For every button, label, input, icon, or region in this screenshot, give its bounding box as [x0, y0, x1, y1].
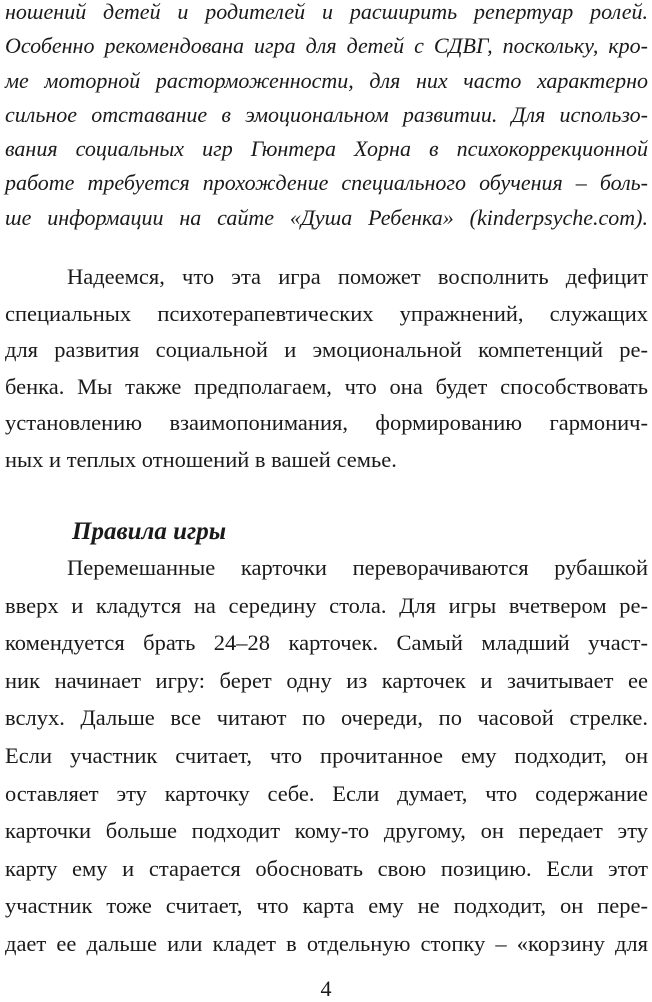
text-line: ник начинает игру: берет одну из карточек и зачитывает ее	[5, 667, 648, 693]
text-line: вверх и кладутся на середину стола. Для игры вчетвером ре-	[5, 592, 648, 618]
text-line: вслух. Дальше все читают по очереди, по часовой стрелке.	[5, 705, 648, 731]
text-line: оставляет эту карточку себе. Если думает, что содержание	[5, 780, 648, 806]
text-line: для развития социальной и эмоциональной компетенций ре-	[5, 337, 648, 363]
paragraph-intro-italic	[5, 0, 648, 235]
text-line: ношений детей и родителей и расширить репертуар ролей.	[5, 0, 648, 24]
text-line: установлению взаимопонимания, формированию гармонич-	[5, 410, 648, 436]
text-line: работе требуется прохождение специального обучения – боль-	[5, 170, 648, 196]
text-line: вания социальных игр Гюнтера Хорна в психокоррекционной	[5, 136, 648, 162]
page-number: 4	[320, 976, 332, 1001]
text-line: ше информации на сайте «Душа Ребенка» (kinderpsyche.com).	[5, 204, 648, 230]
text-line: специальных психотерапевтических упражнений, служащих	[5, 300, 648, 326]
text-line: карточки больше подходит кому-то другому, он передает эту	[5, 818, 648, 844]
text-line: комендуется брать 24–28 карточек. Самый младший участ-	[5, 630, 648, 656]
text-line: дает ее дальше или кладет в отдельную стопку – «корзину для	[5, 930, 648, 956]
text-line: сильное отставание в эмоциональном развитии. Для использо-	[5, 101, 648, 127]
paragraph-rules	[5, 549, 648, 963]
text-line: Перемешанные карточки переворачиваются рубашкой	[67, 555, 648, 580]
text-line: карту ему и старается обосновать свою позицию. Если этот	[5, 855, 648, 881]
text-line: ме моторной расторможенности, для них часто характерно	[5, 67, 648, 93]
text-line: Особенно рекомендована игра для детей с СДВГ, поскольку, кро-	[5, 33, 648, 59]
text-line: бенка. Мы также предполагаем, что она будет способствовать	[5, 373, 648, 399]
text-line: Если участник считает, что прочитанное ему подходит, он	[5, 742, 648, 768]
text-line: Надеемся, что эта игра поможет восполнить дефицит	[67, 264, 648, 289]
section-heading: Правила игры	[72, 518, 227, 545]
text-line: ных и теплых отношений в вашей семье.	[5, 446, 397, 472]
text-line: участник тоже считает, что карта ему не подходит, он пере-	[5, 893, 648, 919]
paragraph-hope	[5, 259, 648, 479]
